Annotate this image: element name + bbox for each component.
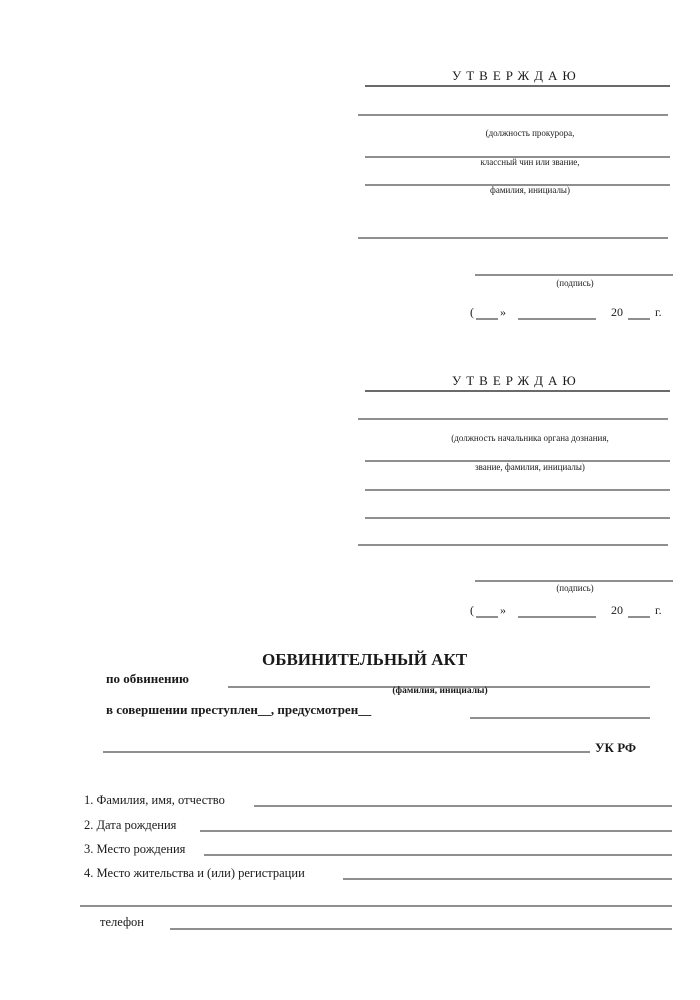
birth-place-field[interactable]: [204, 842, 672, 858]
date-close-quote: »: [500, 603, 506, 617]
caption-name: фамилия, инициалы): [490, 185, 570, 195]
charge-label: по обвинению: [106, 671, 189, 686]
position-field-line-1[interactable]: [358, 404, 668, 420]
date-day-field[interactable]: [476, 306, 498, 322]
signature-field[interactable]: [475, 566, 673, 582]
caption-name: звание, фамилия, инициалы): [475, 462, 585, 472]
year-prefix: 20: [611, 603, 623, 617]
year-field[interactable]: [628, 604, 650, 620]
full-name-field[interactable]: [254, 793, 672, 809]
position-field-line-3[interactable]: [365, 475, 670, 491]
list-item-full-name: 1. Фамилия, имя, отчество: [84, 793, 225, 807]
phone-label: телефон: [100, 915, 144, 929]
code-label: УК РФ: [595, 740, 637, 755]
birth-date-field[interactable]: [200, 818, 672, 834]
signature-field[interactable]: [475, 260, 673, 276]
caption-rank: классный чин или звание,: [480, 157, 580, 167]
position-field-line-1[interactable]: [358, 100, 668, 116]
heading-underline: [365, 390, 670, 392]
residence-field[interactable]: [343, 866, 672, 882]
date-close-quote: »: [500, 305, 506, 319]
caption-position: (должность начальника органа дознания,: [451, 433, 609, 443]
position-field-line-5[interactable]: [358, 530, 668, 546]
heading-underline: [365, 85, 670, 87]
position-field-line-4[interactable]: [365, 503, 670, 519]
date-month-field[interactable]: [518, 306, 596, 322]
position-field-line-3[interactable]: [365, 170, 670, 186]
name-caption: (фамилия, инициалы): [392, 686, 488, 696]
position-field-line-2[interactable]: [365, 446, 670, 462]
list-item-residence: 4. Место жительства и (или) регистрации: [84, 866, 305, 880]
crime-label: в совершении преступлен__, предусмотрен__: [106, 702, 372, 717]
position-field-line-2[interactable]: [365, 142, 670, 158]
crime-article-field[interactable]: [470, 703, 650, 719]
date-day-field[interactable]: [476, 604, 498, 620]
approval-heading: УТВЕРЖДАЮ: [452, 373, 581, 388]
date-month-field[interactable]: [518, 604, 596, 620]
document-title: ОБВИНИТЕЛЬНЫЙ АКТ: [262, 650, 468, 669]
date-open-quote: (: [470, 305, 474, 319]
caption-position: (должность прокурора,: [485, 128, 575, 138]
year-suffix: г.: [655, 603, 662, 617]
year-prefix: 20: [611, 305, 623, 319]
year-suffix: г.: [655, 305, 662, 319]
list-item-birth-date: 2. Дата рождения: [84, 818, 177, 832]
residence-continuation-field[interactable]: [80, 892, 672, 908]
signature-caption: (подпись): [556, 278, 594, 288]
signature-caption: (подпись): [556, 583, 594, 593]
criminal-code-article-field[interactable]: [103, 737, 590, 753]
list-item-birth-place: 3. Место рождения: [84, 842, 186, 856]
position-field-line-4[interactable]: [358, 223, 668, 239]
approval-heading: УТВЕРЖДАЮ: [452, 68, 581, 83]
date-open-quote: (: [470, 603, 474, 617]
phone-field[interactable]: [170, 915, 672, 931]
year-field[interactable]: [628, 306, 650, 322]
